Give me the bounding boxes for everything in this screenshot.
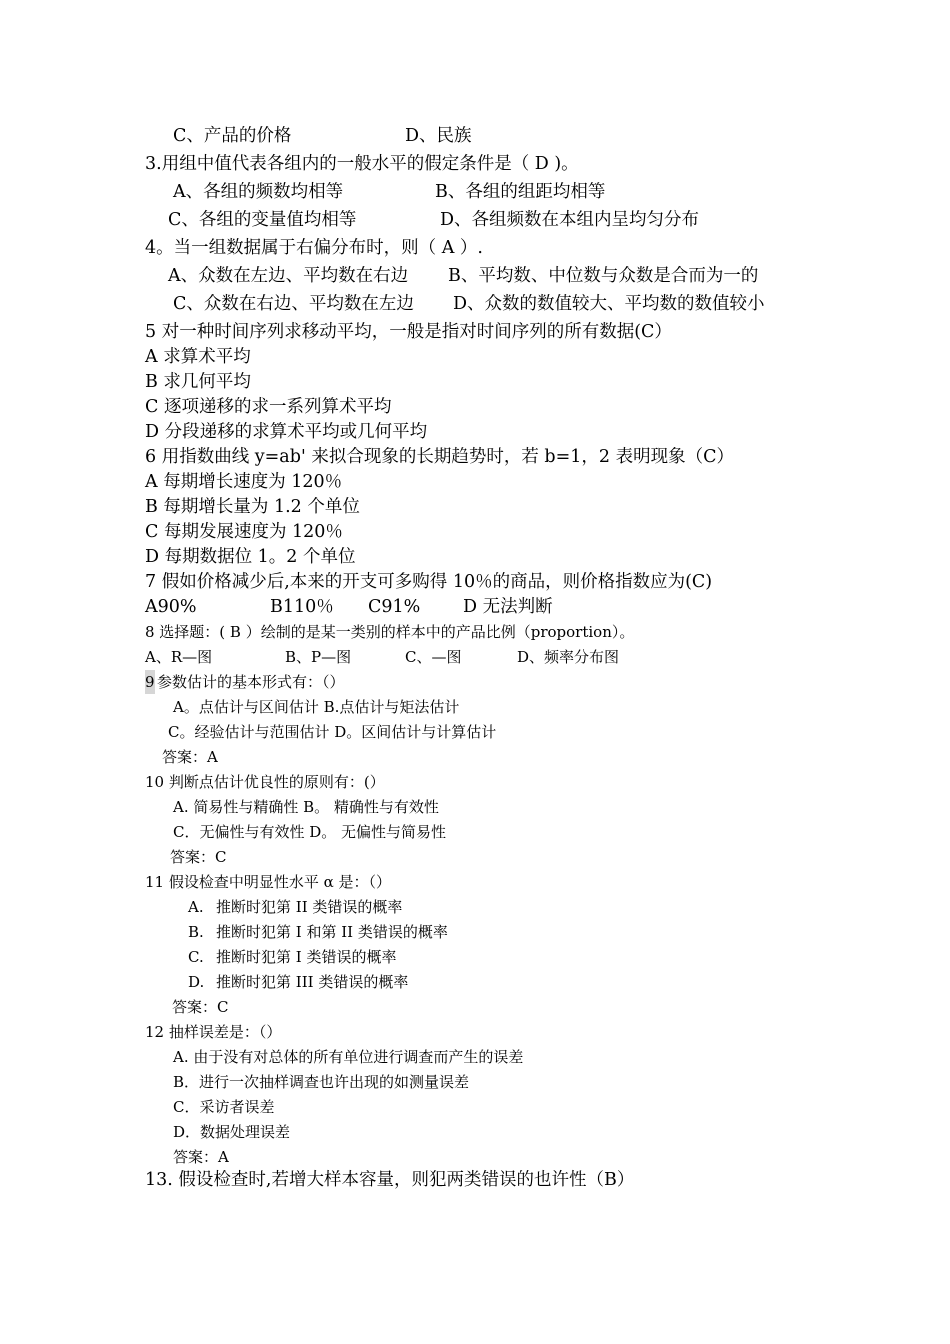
q9-answer: 答案：A	[162, 748, 218, 766]
option-d: D、民族	[405, 126, 472, 146]
question-7: 7 假如价格减少后,本来的开支可多购得 10％的商品，则价格指数应为(C)	[145, 572, 713, 592]
option-c: C、—图	[405, 648, 462, 666]
option-d: D 无法判断	[463, 597, 553, 617]
q10-answer: 答案：C	[170, 848, 227, 866]
option-d: D、众数的数值较大、平均数的数值较小	[453, 294, 765, 314]
q6-option-a: A 每期增长速度为 120％	[145, 472, 343, 492]
option-c: C、各组的变量值均相等	[168, 210, 357, 230]
question-3: 3.用组中值代表各组内的一般水平的假定条件是（ D )。	[145, 154, 579, 174]
option-letter: A.	[188, 898, 204, 916]
option-letter: B.	[188, 923, 204, 941]
q12-option-a: A. 由于没有对总体的所有单位进行调查而产生的误差	[173, 1048, 524, 1066]
q5-option-a: A 求算术平均	[145, 347, 251, 367]
q9-options-row-2: C。经验估计与范围估计 D。区间估计与计算估计	[168, 723, 497, 741]
q12-answer: 答案：A	[173, 1148, 229, 1166]
q11-answer: 答案：C	[172, 998, 229, 1016]
option-d: D、各组频数在本组内呈均匀分布	[440, 210, 700, 230]
option-b: B、P—图	[285, 648, 352, 666]
option-c: C、众数在右边、平均数在左边	[173, 294, 414, 314]
q10-options-row-1: A. 简易性与精确性 B。 精确性与有效性	[173, 798, 439, 816]
option-a: A、R—图	[145, 648, 213, 666]
option-text: 推断时犯第 III 类错误的概率	[216, 973, 409, 991]
question-4: 4。当一组数据属于右偏分布时，则（ A ）.	[145, 238, 483, 258]
option-b: B110％	[270, 597, 334, 617]
question-11: 11 假设检查中明显性水平 α 是：（）	[145, 873, 392, 891]
q5-option-d: D 分段递移的求算术平均或几何平均	[145, 422, 428, 442]
option-d: D、频率分布图	[517, 648, 620, 666]
question-5: 5 对一种时间序列求移动平均，一般是指对时间序列的所有数据(C）	[145, 322, 672, 342]
q5-option-b: B 求几何平均	[145, 372, 251, 392]
question-text: 参数估计的基本形式有：（）	[157, 673, 345, 691]
q5-option-c: C 逐项递移的求一系列算术平均	[145, 397, 392, 417]
option-c: C91%	[368, 597, 421, 617]
q6-option-c: C 每期发展速度为 120％	[145, 522, 343, 542]
question-8: 8 选择题：( B ）绘制的是某一类别的样本中的产品比例（proportion）。	[145, 623, 635, 641]
option-letter: D.	[188, 973, 205, 991]
q12-option-d: D．数据处理误差	[173, 1123, 291, 1141]
q6-option-d: D 每期数据位 1。2 个单位	[145, 547, 356, 567]
q12-option-c: C．采访者误差	[173, 1098, 275, 1116]
option-text: 推断时犯第 II 类错误的概率	[216, 898, 403, 916]
option-a: A90%	[145, 597, 197, 617]
question-13: 13. 假设检查时,若增大样本容量，则犯两类错误的也许性（B）	[145, 1170, 635, 1190]
q12-option-b: B．进行一次抽样调查也许出现的如测量误差	[173, 1073, 470, 1091]
option-c: C、产品的价格	[173, 126, 292, 146]
option-b: B、各组的组距均相等	[435, 182, 606, 202]
option-a: A、各组的频数均相等	[173, 182, 344, 202]
question-number-highlighted: 9	[145, 670, 155, 694]
option-text: 推断时犯第 I 和第 II 类错误的概率	[216, 923, 448, 941]
q10-options-row-2: C．无偏性与有效性 D。 无偏性与简易性	[173, 823, 447, 841]
question-10: 10 判断点估计优良性的原则有：(）	[145, 773, 385, 791]
option-a: A、众数在左边、平均数在右边	[168, 266, 409, 286]
option-text: 推断时犯第 I 类错误的概率	[216, 948, 397, 966]
q6-option-b: B 每期增长量为 1.2 个单位	[145, 497, 360, 517]
option-letter: C.	[188, 948, 204, 966]
option-b: B、平均数、中位数与众数是合而为一的	[448, 266, 759, 286]
question-6: 6 用指数曲线 y=ab' 来拟合现象的长期趋势时，若 b=1，2 表明现象（C）	[145, 447, 734, 467]
question-12: 12 抽样误差是：（）	[145, 1023, 282, 1041]
q9-options-row-1: A。点估计与区间估计 B.点估计与矩法估计	[173, 698, 460, 716]
